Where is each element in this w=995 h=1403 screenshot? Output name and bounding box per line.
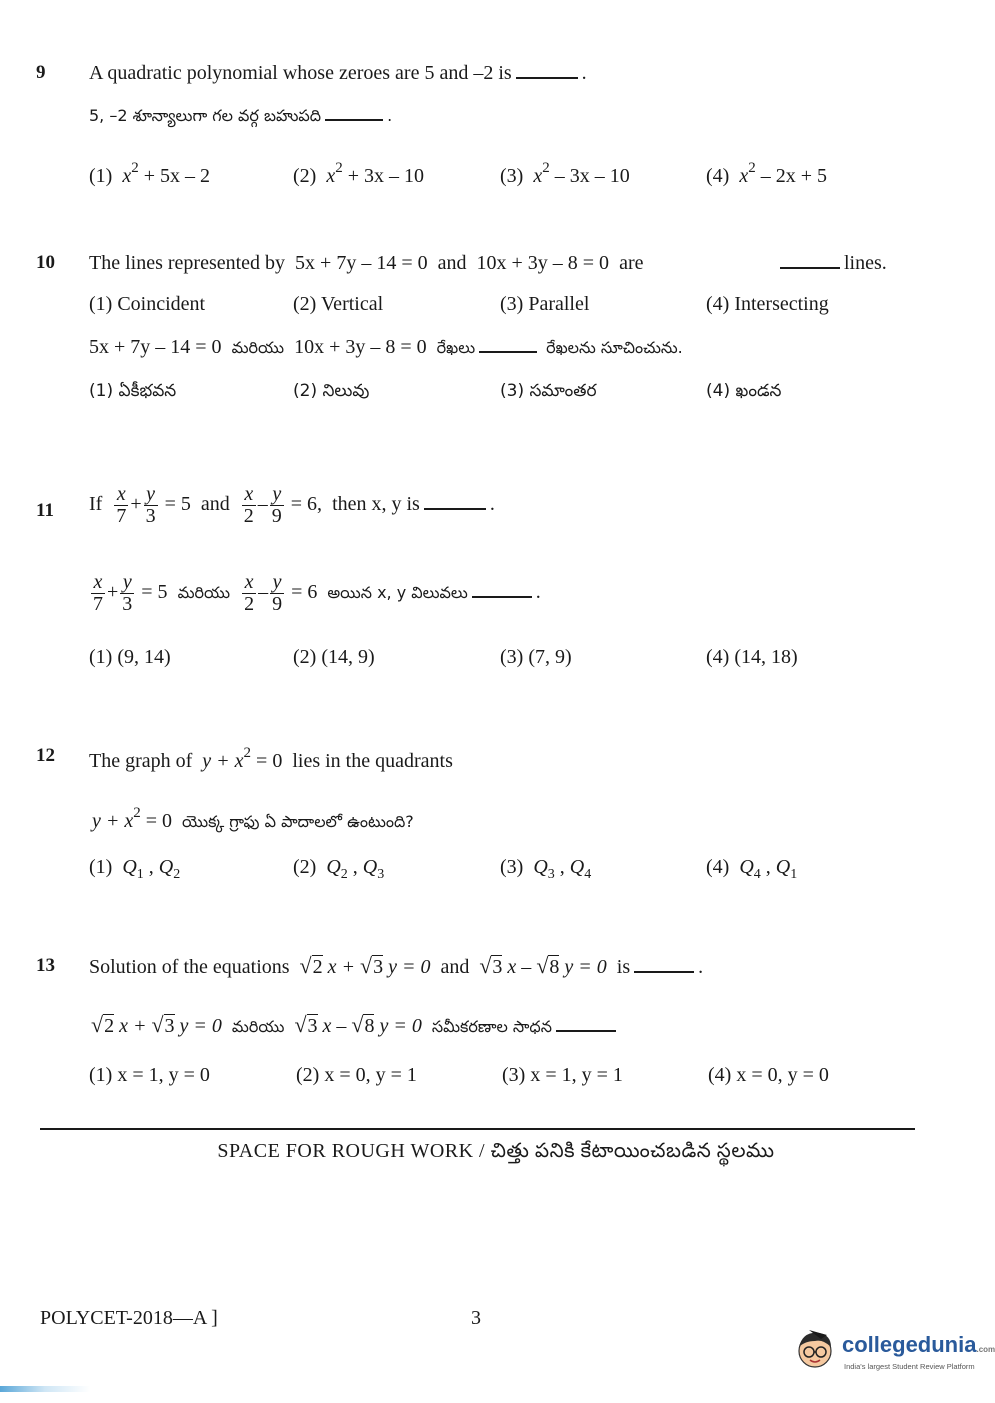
answer-blank — [516, 76, 578, 79]
option-3: (3) (7, 9) — [500, 646, 572, 668]
option-3: (3) సమాంతర — [500, 381, 597, 401]
option-1: (1) $x^2 + 5x - 2$ — [89, 160, 210, 187]
fraction: $\frac{y}{3}$ — [122, 571, 133, 615]
equation: 5x + 7y – 14 = 0 — [89, 336, 222, 358]
page-number: 3 — [471, 1307, 481, 1329]
brand-tagline: India's largest Student Review Platform — [844, 1362, 975, 1371]
option-4: (4) ఖండన — [706, 381, 782, 401]
rough-work-heading: SPACE FOR ROUGH WORK / చిత్తు పనికి కేటాయించబడిన స్థలము — [217, 1140, 775, 1162]
option-1: (1) x = 1, y = 0 — [89, 1064, 210, 1086]
square-root: √8 — [351, 1012, 375, 1037]
answer-blank — [634, 970, 694, 973]
fraction: $\frac{x}{7}$ — [93, 571, 103, 615]
square-root: √3 — [360, 953, 384, 978]
square-root: √2 — [299, 953, 323, 978]
divider — [40, 1128, 915, 1130]
question-text-te: $\frac{x}{7}$ + $\frac{y}{3}$ = 5 మరియు $\frac{x}{2}$ – $\frac{y}{9}$ = 6 అయిన x, y విలువలు . — [93, 571, 541, 615]
exam-code: POLYCET-2018—A ] — [40, 1307, 218, 1329]
option-2: (2) $Q_2$ , $Q_3$ — [293, 856, 385, 882]
question-text-te: √2 x + √3 y = 0 మరియు √3 x – √8 y = 0 సమీకరణాల సాధన — [91, 1012, 620, 1040]
option-4: (4) $Q_4$ , $Q_1$ — [706, 856, 798, 882]
answer-blank — [479, 350, 537, 353]
question-text-te: $y + x^2 = 0$ యొక్క గ్రాఫు ఏ పాదాలలో ఉంటుంది? — [92, 805, 414, 832]
fraction: $\frac{x}{2}$ — [244, 571, 255, 615]
question-text-en: Solution of the equations √2 x + √3 y = 0 and √3 x – √8 y = 0 is . — [89, 953, 704, 978]
option-2: (2) x = 0, y = 1 — [296, 1064, 417, 1086]
fraction: $\frac{x}{2}$ — [243, 483, 254, 527]
answer-blank — [472, 595, 532, 598]
answer-blank — [780, 266, 840, 269]
option-3: (3) $Q_3$ , $Q_4$ — [500, 856, 592, 882]
question-text-te: 5x + 7y – 14 = 0 మరియు 10x + 3y – 8 = 0 రేఖలు రేఖలను సూచించును. — [89, 336, 683, 358]
option-4: (4) (14, 18) — [706, 646, 798, 668]
question-text: A quadratic polynomial whose zeroes are 5 and –2 is — [89, 62, 512, 84]
option-1: (1) Coincident — [89, 293, 206, 315]
square-root: √3 — [294, 1012, 318, 1037]
option-2: (2) (14, 9) — [293, 646, 375, 668]
fraction: $\frac{y}{9}$ — [272, 571, 283, 615]
mascot-icon — [793, 1327, 837, 1371]
equation: 5x + 7y – 14 = 0 — [295, 252, 428, 274]
answer-blank — [556, 1029, 616, 1032]
equation: 10x + 3y – 8 = 0 — [476, 252, 610, 274]
square-root: √3 — [151, 1012, 175, 1037]
question-text-en: The lines represented by 5x + 7y – 14 = 0 and 10x + 3y – 8 = 0 are — [89, 252, 644, 274]
option-3: (3) Parallel — [500, 293, 590, 315]
option-1: (1) ఏకీభవన — [89, 381, 177, 401]
option-3: (3) x = 1, y = 1 — [502, 1064, 623, 1086]
question-number: 12 — [36, 745, 55, 766]
question-text-te: 5, –2 శూన్యాలుగా గల వర్గ బహుపది . — [89, 106, 393, 125]
question-text-en: The graph of $y + x^2 = 0$ lies in the quadrants — [89, 745, 453, 772]
question-number: 13 — [36, 955, 55, 976]
option-4: (4) Intersecting — [706, 293, 829, 315]
option-1: (1) $Q_1$ , $Q_2$ — [89, 856, 181, 882]
option-1: (1) (9, 14) — [89, 646, 171, 668]
option-2: (2) నిలువు — [293, 381, 370, 401]
question-number: 10 — [36, 252, 55, 273]
option-3: (3) $x^2 - 3x - 10$ — [500, 160, 630, 187]
brand-logo: collegedunia.com — [842, 1332, 995, 1357]
question-text-en: If $\frac{x}{7}$ + $\frac{y}{3}$ = 5 and $\frac{x}{2}$ – $\frac{y}{9}$ = 6, then x, y is . — [89, 483, 495, 527]
square-root: √3 — [479, 953, 503, 978]
question-text-en: A quadratic polynomial whose zeroes are 5 and –2 is . — [89, 62, 587, 84]
question-number: 11 — [36, 500, 54, 521]
question-text-en-end: lines. — [776, 252, 887, 275]
option-2: (2) $x^2 + 3x - 10$ — [293, 160, 424, 187]
question-text: 5, –2 శూన్యాలుగా గల వర్గ బహుపది — [89, 106, 322, 125]
answer-blank — [325, 118, 383, 121]
fraction: $\frac{y}{3}$ — [145, 483, 156, 527]
fraction: $\frac{x}{7}$ — [116, 483, 127, 527]
equation: 10x + 3y – 8 = 0 — [294, 336, 427, 358]
fraction: $\frac{y}{9}$ — [271, 483, 282, 527]
square-root: √8 — [536, 953, 560, 978]
option-4: (4) x = 0, y = 0 — [708, 1064, 829, 1086]
question-number: 9 — [36, 62, 46, 83]
answer-blank — [424, 507, 486, 510]
scan-artifact — [0, 1386, 90, 1392]
option-2: (2) Vertical — [293, 293, 384, 315]
option-4: (4) $x^2 - 2x + 5$ — [706, 160, 827, 187]
square-root: √2 — [91, 1012, 115, 1037]
